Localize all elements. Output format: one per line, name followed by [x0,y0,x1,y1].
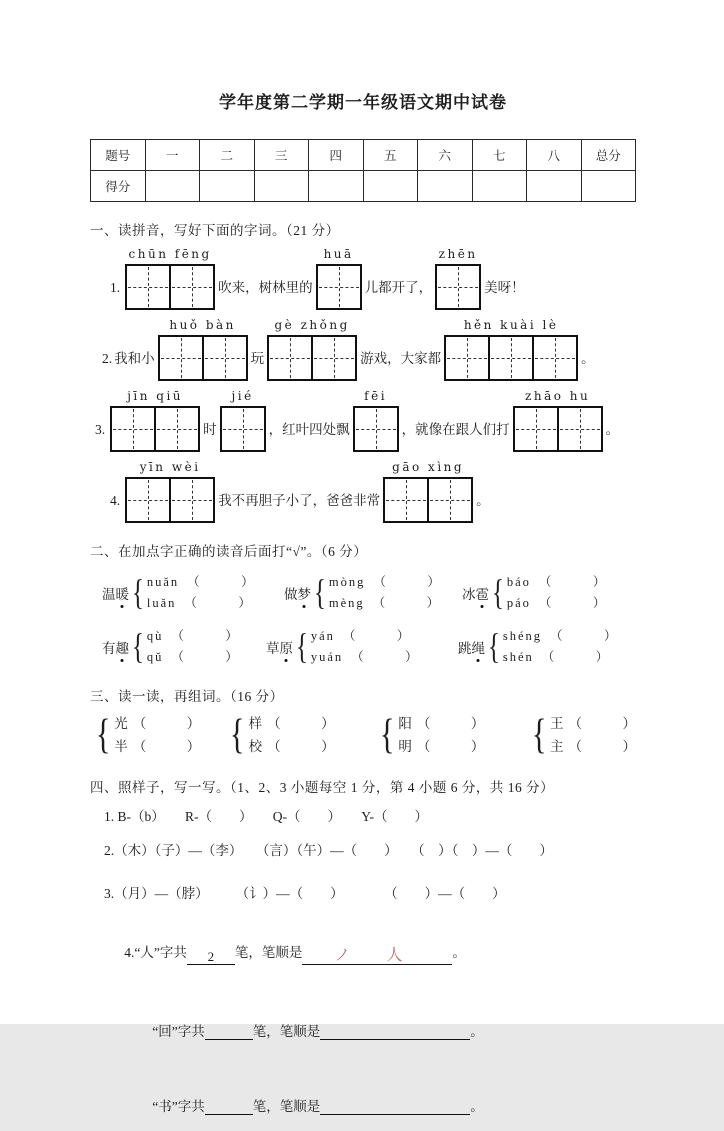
word: 有趣 [102,637,129,657]
section3-heading: 三、读一读，再组词。（16 分） [90,689,284,704]
writing-box-row [220,406,266,452]
q4-text-1: 我不再胆子小了，爸爸非常 [218,493,381,508]
pinyin-label: huā [323,247,354,261]
pair-top: 王 （ ） [550,716,637,731]
writing-box [532,335,578,381]
s4-line4-stroke-ren [90,925,636,981]
writing-box [316,264,362,310]
s1-question4 [90,460,636,523]
line5-mid: 笔，笔顺是 [252,1024,321,1039]
writing-box [169,264,215,310]
writing-box [427,477,473,523]
option-bottom: luǎn （ ） [146,596,252,610]
page-title: 学年度第二学期一年级语文期中试卷 [219,93,507,112]
writing-box [125,477,171,523]
stroke-order-blank [302,948,452,965]
pinyin-label: yīn wèi [139,460,201,474]
writing-box-row [125,264,215,310]
option-bottom: yuán （ ） [310,650,419,664]
section1-heading: 一、读拼音，写好下面的字词。（21 分） [90,223,340,238]
writing-box [311,335,357,381]
q3-number: 3. [95,422,106,437]
pinyin-box-group [353,389,399,452]
s4-line5-stroke-hui [90,1004,636,1056]
options [329,572,441,614]
writing-box [220,406,266,452]
score-label: 得分 [91,171,146,202]
score-table-rowhead: 题号 [91,140,146,171]
pinyin-box-group [110,389,200,452]
pinyin-box-group [444,318,578,381]
option-bottom: shén （ ） [502,650,610,664]
word: 跳绳 [458,637,485,657]
pair-top: 光 （ ） [114,716,201,731]
score-col: 总分 [581,140,636,171]
line6-mid: 笔，笔顺是 [252,1099,321,1114]
q2-text-1: 玩 [250,351,265,366]
score-col: 三 [254,140,309,171]
pron-item-wennuan [102,572,284,614]
s4-line2: 2.（木）（子）—（李） （言）（午）—（ ） （ ）（ ）—（ ） [104,843,553,858]
pinyin-label: zhēn [438,247,478,261]
writing-box-row [444,335,578,381]
options [507,572,607,614]
line6-suffix: 。 [470,1099,484,1114]
line5-prefix: “回”字共 [152,1024,205,1039]
writing-box-row [158,335,248,381]
score-col: 七 [472,140,527,171]
stroke-count-blank [187,948,235,965]
score-cell-empty [418,171,473,202]
line6-prefix: “书”字共 [152,1099,205,1114]
section4-heading: 四、照样子，写一写。（1、2、3 小题每空 1 分，第 4 小题 6 分，共 16 分） [90,780,555,795]
option-bottom: qǔ （ ） [146,650,239,664]
s2-row-2 [90,626,636,668]
stroke-count-value: 2 [207,949,215,964]
option-top: qù （ ） [146,629,239,643]
stroke-order-blank [320,1098,470,1115]
score-col: 八 [527,140,582,171]
writing-box-row [435,264,481,310]
pinyin-label: jié [231,389,254,403]
pinyin-box-group [125,460,215,523]
writing-box [267,335,313,381]
pinyin-label: gè zhǒng [274,318,350,332]
writing-box [557,406,603,452]
stroke-count-blank [205,1098,253,1115]
writing-box-row [316,264,362,310]
pair [398,712,484,758]
line4-suffix: 。 [452,945,466,960]
pinyin-box-group [513,389,603,452]
score-cell-empty [527,171,582,202]
pinyin-box-group [267,318,357,381]
writing-box-row [267,335,357,381]
score-cell-empty [363,171,418,202]
q3-text-2: ，红叶四处飘 [268,422,350,437]
writing-box-row [513,406,603,452]
s1-question2 [90,318,636,381]
word: 草原 [266,637,293,657]
score-cell-empty [309,171,364,202]
brace: { [131,573,144,613]
writing-box [158,335,204,381]
word: 做梦 [284,583,311,603]
stroke-order-blank [320,1023,470,1040]
writing-box [353,406,399,452]
writing-box [488,335,534,381]
pinyin-box-group [435,247,481,310]
pair [249,712,335,758]
options [147,572,255,614]
pair-bottom: 半 （ ） [114,739,201,754]
writing-box [435,264,481,310]
pinyin-label: hěn kuài lè [463,318,559,332]
q3-text-1: 时 [203,422,217,437]
pair-top: 阳 （ ） [398,716,485,731]
q3-text-3: ，就像在跟人们打 [401,422,510,437]
writing-box-row [110,406,200,452]
option-top: mòng （ ） [328,575,441,589]
pair [550,712,636,758]
writing-box [169,477,215,523]
option-top: yán （ ） [310,629,411,643]
option-top: shéng （ ） [502,629,618,643]
page-content [90,0,636,1131]
score-col: 二 [200,140,255,171]
pair-top: 样 （ ） [248,716,335,731]
pair-bottom: 明 （ ） [398,739,485,754]
pron-item-zuomeng [284,572,462,614]
line4-mid: 笔，笔顺是 [234,945,303,960]
pinyin-label: gāo xìng [392,460,465,474]
writing-box [513,406,559,452]
option-top: báo （ ） [506,575,607,589]
wordpair-4 [530,711,636,759]
pinyin-box-group [158,318,248,381]
score-col: 六 [418,140,473,171]
score-cell-empty [254,171,309,202]
q2-text-0: 我和小 [114,351,155,366]
brace: { [95,711,111,759]
option-top: nuǎn （ ） [146,575,255,589]
option-bottom: páo （ ） [506,596,607,610]
pinyin-label: jīn qiū [127,389,184,403]
writing-box-row [383,477,473,523]
pair-bottom: 校 （ ） [248,739,335,754]
q2-text-2: 游戏，大家都 [360,351,442,366]
writing-box-row [353,406,399,452]
q2-number: 2. [102,351,113,366]
section2-heading: 二、在加点字正确的读音后面打“√”。（6 分） [90,544,368,559]
score-cell-empty [145,171,200,202]
brace: { [131,627,144,667]
pinyin-box-group [383,460,473,523]
pron-item-tiaosheng [458,626,618,668]
brace: { [487,627,500,667]
pinyin-label: huǒ bàn [169,318,236,332]
writing-box [383,477,429,523]
q1-text-1: 吹来，树林里的 [218,280,313,295]
score-table-header-row [91,140,636,171]
pinyin-label: fēi [364,389,388,403]
pron-item-youqu [102,626,266,668]
word: 温暖 [102,583,129,603]
brace: { [230,711,245,759]
score-table-score-row [91,171,636,202]
s2-row-1 [90,572,636,614]
writing-box [444,335,490,381]
writing-box [110,406,156,452]
wordpair-1 [94,711,228,759]
s4-line6-stroke-shu [90,1079,636,1131]
word: 冰雹 [462,583,489,603]
wordpair-2 [228,711,378,759]
wordpair-3 [378,711,530,759]
brace: { [313,573,326,613]
score-cell-empty [581,171,636,202]
brace: { [379,711,395,759]
pron-item-caoyuan [266,626,458,668]
score-table [90,139,636,202]
score-col: 四 [309,140,364,171]
q3-text-4: 。 [605,422,620,437]
q1-text-2: 儿都开了， [364,280,433,295]
score-col: 五 [363,140,418,171]
options [311,626,419,668]
pinyin-box-group [220,389,266,452]
brace: { [531,711,547,759]
line5-suffix: 。 [470,1024,484,1039]
score-cell-empty [472,171,527,202]
stroke-count-blank [205,1023,253,1040]
s4-line1: 1. B-（b） R-（ ） Q-（ ） Y-（ ） [104,809,428,824]
q4-text-2: 。 [476,493,490,508]
s4-line3: 3.（月）—（脖） （讠）—（ ） （ ）—（ ） [104,886,506,901]
brace: { [295,627,308,667]
q1-number: 1. [110,280,121,295]
writing-box-row [125,477,215,523]
pinyin-label: zhāo hu [525,389,591,403]
pair-bottom: 主 （ ） [550,739,637,754]
s3-row [90,711,636,759]
score-col: 一 [145,140,200,171]
options [503,626,618,668]
line4-prefix: “人”字共 [134,945,187,960]
options [147,626,239,668]
writing-box [154,406,200,452]
writing-box [125,264,171,310]
option-bottom: mèng （ ） [328,596,441,610]
pinyin-box-group [316,247,362,310]
s1-question3 [90,389,636,452]
pron-item-bingbao [462,572,606,614]
brace: { [491,573,504,613]
q4-number: 4. [110,493,121,508]
score-cell-empty [200,171,255,202]
s1-question1 [90,247,636,310]
pinyin-label: chūn fēng [128,247,212,261]
writing-box [202,335,248,381]
q2-text-3: 。 [581,351,595,366]
pinyin-box-group [125,247,215,310]
pair [114,712,200,758]
q1-text-3: 美呀！ [484,280,525,295]
handwritten-answer: ノ 人 [334,947,419,964]
q4-number: 4. [124,945,135,960]
